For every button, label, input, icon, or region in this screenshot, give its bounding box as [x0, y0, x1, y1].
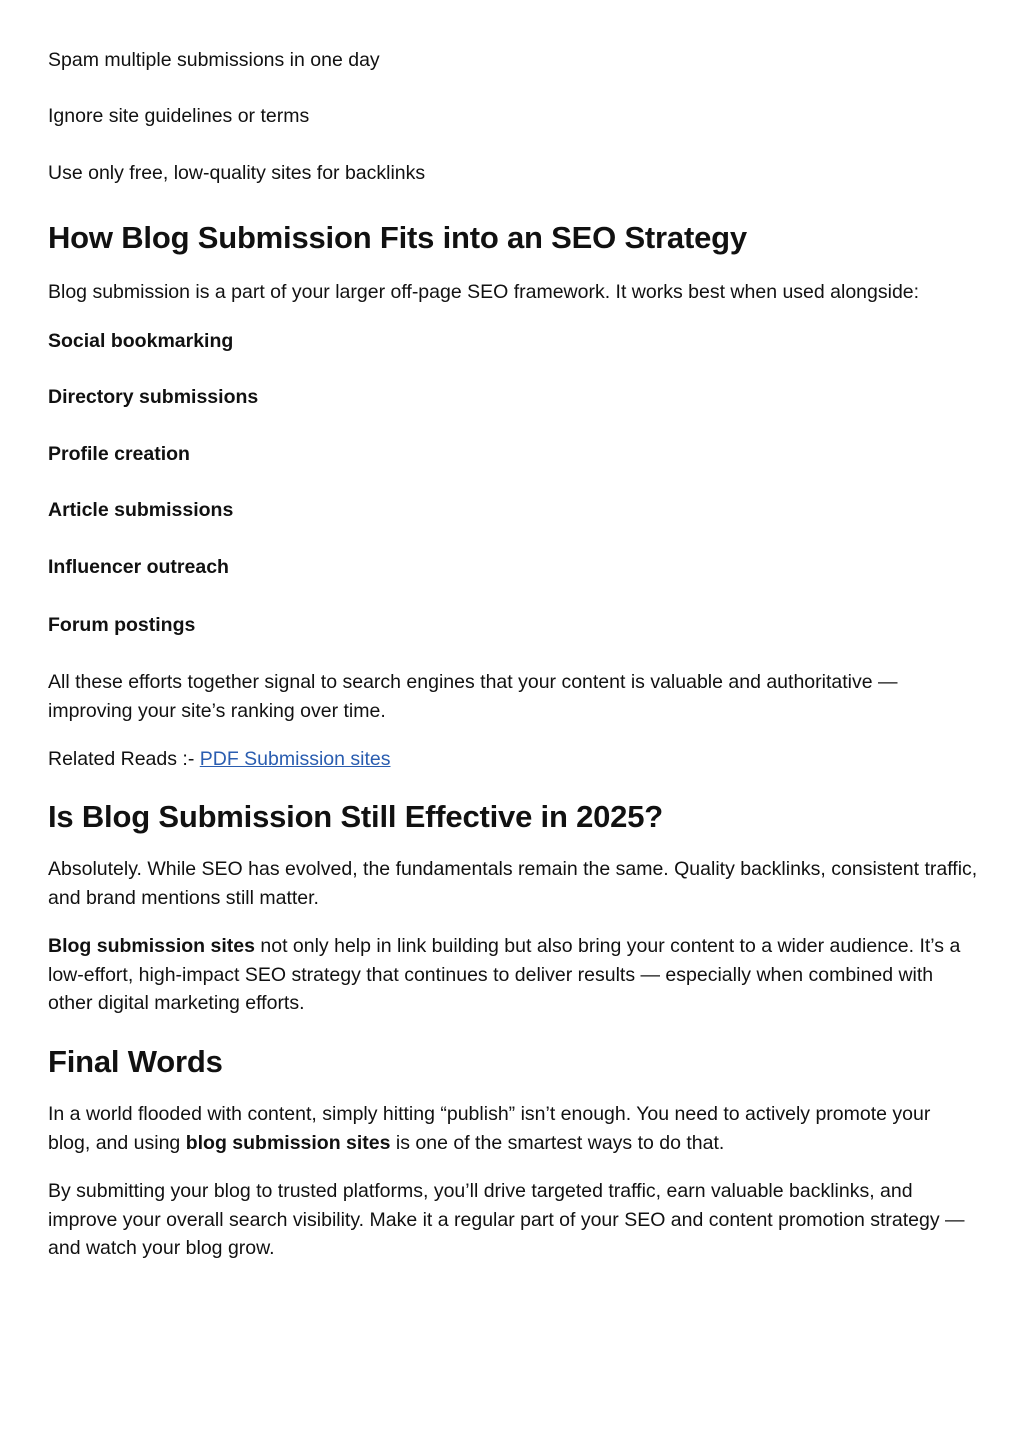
effective-paragraph-2	[48, 932, 978, 1018]
heading-still-effective: Is Blog Submission Still Effective in 2025?	[48, 799, 664, 834]
final-paragraph-1-start: In a world flooded with content, simply hitting “publish” isn’t enough. You need to actively promote your blog, and using	[48, 1103, 931, 1154]
effective-paragraph-1: Absolutely. While SEO has evolved, the fundamentals remain the same. Quality backlinks, consistent traffic, and brand mentions still matter.	[48, 858, 978, 909]
heading-seo-strategy: How Blog Submission Fits into an SEO Strategy	[48, 220, 747, 255]
dont-item-2: Ignore site guidelines or terms	[48, 105, 310, 127]
strategy-item-5: Influencer outreach	[48, 556, 229, 578]
dont-item-1: Spam multiple submissions in one day	[48, 49, 380, 71]
pdf-submission-sites-link[interactable]: PDF Submission sites	[199, 748, 391, 770]
related-reads-prefix: Related Reads :-	[48, 748, 200, 770]
final-paragraph-1-end: is one of the smartest ways to do that.	[390, 1131, 725, 1154]
effective-bold-phrase: Blog submission sites	[48, 935, 255, 957]
strategy-item-1: Social bookmarking	[48, 330, 234, 352]
final-paragraph-2: By submitting your blog to trusted platforms, you’ll drive targeted traffic, earn valuable backlinks, and improve your overall search visibility. Make it a regular part of your SEO and content promotion strategy — and watch your blog grow.	[48, 1180, 965, 1259]
strategy-item-6: Forum postings	[48, 614, 196, 636]
final-paragraph-1	[48, 1100, 978, 1157]
strategy-item-4: Article submissions	[48, 499, 234, 521]
strategy-item-3: Profile creation	[48, 443, 190, 465]
related-reads	[48, 745, 390, 774]
strategy-item-2: Directory submissions	[48, 386, 259, 408]
effective-paragraph-2-text: not only help in link building but also bring your content to a wider audience. It’s a low-effort, high-impact SEO strategy that continues to deliver results — especially when combined with other digital marketing efforts.	[48, 935, 961, 1014]
dont-item-3: Use only free, low-quality sites for backlinks	[48, 162, 426, 184]
final-bold-phrase: blog submission sites	[185, 1131, 391, 1154]
strategy-summary: All these efforts together signal to search engines that your content is valuable and authoritative — improving your site’s ranking over time.	[48, 671, 898, 722]
strategy-intro: Blog submission is a part of your larger off-page SEO framework. It works best when used alongside:	[48, 281, 920, 303]
heading-final-words: Final Words	[48, 1044, 223, 1079]
